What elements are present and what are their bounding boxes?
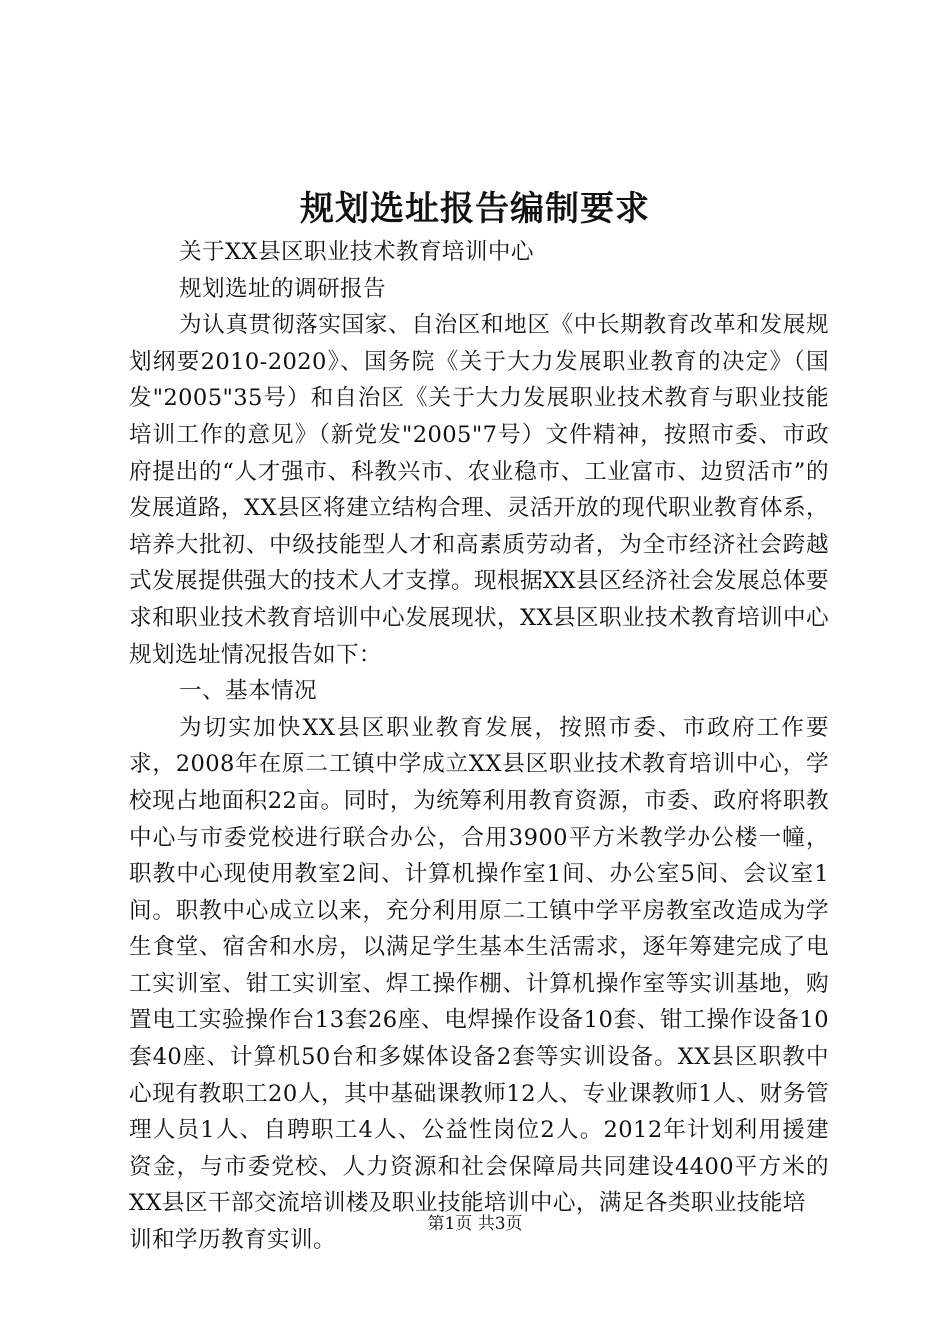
paragraph-intro: 为认真贯彻落实国家、自治区和地区《中长期教育改革和发展规划纲要2010-2020》、国务院《关于大力发展职业教育的决定》（国发"2005"35号）和自治区《关于大力发展职业技术教育与职业技能培训工作的意见》（新党发"2005"7号）文件精神，按照市委、市政府提出的“人才强市、科教兴市、农业稳市、工业富市、边贸活市”的发展道路，XX县区将建立结构合理、灵活开放的现代职业教育体系，培养大批初、中级技能型人才和高素质劳动者，为全市经济社会跨越式发展提供强大的技术人才支撑。现根据XX县区经济社会发展总体要求和职业技术教育培训中心发展现状，XX县区职业技术教育培训中心规划选址情况报告如下：	[129, 312, 829, 668]
document-body	[129, 234, 829, 1259]
section-heading-basic-situation: 一、基本情况	[179, 678, 317, 705]
paragraph-basic-situation: 为切实加快XX县区职业教育发展，按照市委、市政府工作要求，2008年在原二工镇中学成立XX县区职业技术教育培训中心，学校现占地面积22亩。同时，为统筹利用教育资源，市委、政府将职教中心与市委党校进行联合办公，合用3900平方米教学办公楼一幢，职教中心现使用教室2间、计算机操作室1间、办公室5间、会议室1间。职教中心成立以来，充分利用原二工镇中学平房教室改造成为学生食堂、宿舍和水房，以满足学生基本生活需求，逐年筹建完成了电工实训室、钳工实训室、焊工操作棚、计算机操作室等实训基地，购置电工实验操作台13套26座、电焊操作设备10套、钳工操作设备10套40座、计算机50台和多媒体设备2套等实训设备。XX县区职教中心现有教职工20人，其中基础课教师12人、专业课教师1人、财务管理人员1人、自聘职工4人、公益性岗位2人。2012年计划利用援建资金，与市委党校、人力资源和社会保障局共同建设4400平方米的XX县区干部交流培训楼及职业技能培训中心，满足各类职业技能培	[129, 714, 829, 1217]
report-subtitle-line-1: 关于XX县区职业技术教育培训中心	[179, 239, 534, 265]
page-footer: 第1页 共3页	[427, 1214, 523, 1234]
report-subtitle-line-2: 规划选址的调研报告	[179, 275, 386, 302]
document-title: 规划选址报告编制要求	[300, 189, 650, 229]
paragraph-continuation: 训和学历教育实训。	[129, 1227, 336, 1254]
